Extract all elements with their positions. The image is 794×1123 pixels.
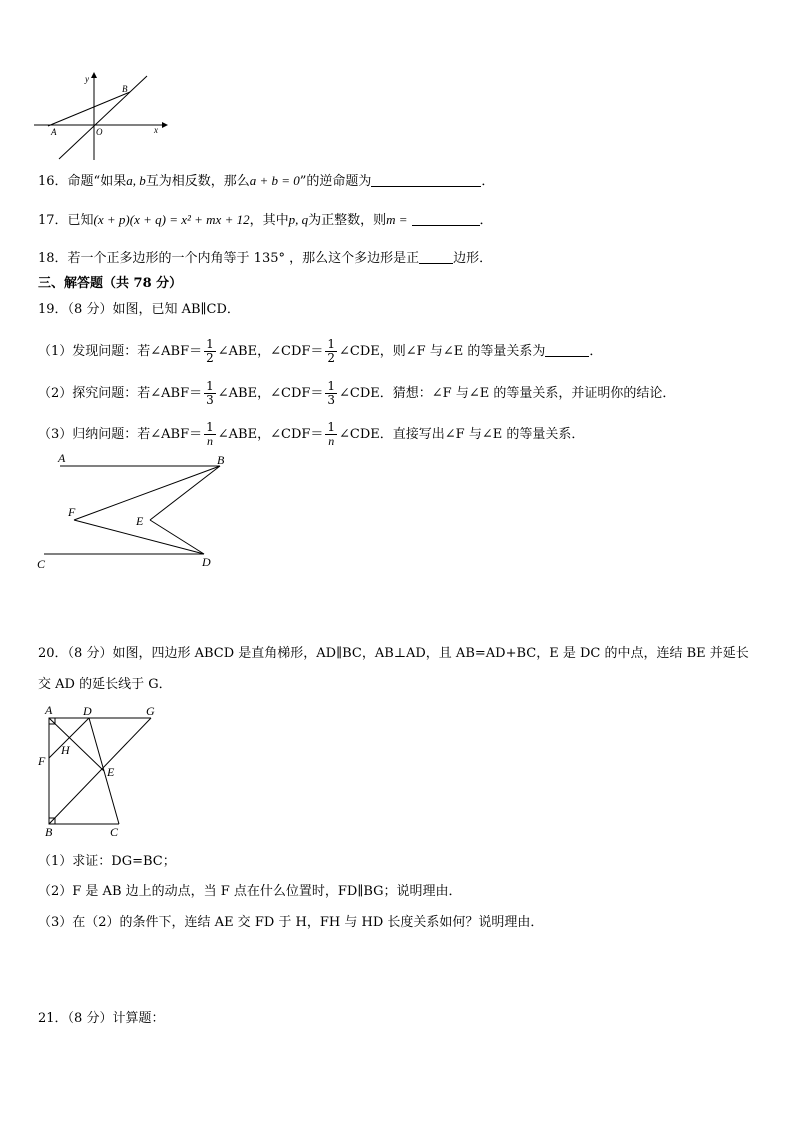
y-axis-label: y <box>85 74 89 84</box>
point-b-label: B <box>45 825 53 839</box>
point-d-label: D <box>202 555 211 569</box>
point-a-label: A <box>45 703 53 717</box>
section-heading: 三、解答题（共 78 分） <box>38 276 183 291</box>
parallel-lines-figure <box>34 450 234 575</box>
question-19-part2: （2）探究问题：若∠ABF＝ $\frac{1}{3}$ ∠ABE，∠CDF＝ $\frac{1}{3}$ ∠CDE．猜想：∠F 与∠E 的等量关系，并证明你的结论． <box>38 379 676 407</box>
x-axis-label: x <box>154 125 158 135</box>
fraction: $\frac{1}{n}$ <box>327 420 336 448</box>
fraction: $\frac{1}{3}$ <box>327 379 336 407</box>
point-f-label: F <box>38 754 46 768</box>
question-20-part3: （3）在（2）的条件下，连结 AE 交 FD 于 H，FH 与 HD 长度关系如何？说明理由． <box>38 915 544 930</box>
question-19-part3: （3）归纳问题：若∠ABF＝ $\frac{1}{n}$ ∠ABE，∠CDF＝ $\frac{1}{n}$ ∠CDE．直接写出∠F 与∠E 的等量关系． <box>38 420 585 448</box>
answer-blank[interactable] <box>545 344 589 357</box>
question-20-part1: （1）求证：DG=BC； <box>38 854 176 869</box>
question-17: 17．已知(x + p)(x + q) = x² + mx + 12，其中p, q为正整数，则m = ． <box>38 212 493 228</box>
fraction: $\frac{1}{3}$ <box>206 379 214 407</box>
point-a-label: A <box>51 127 57 137</box>
origin-label: O <box>96 127 103 137</box>
point-a-label: A <box>58 451 66 465</box>
question-20-part2: （2）F 是 AB 边上的动点，当 F 点在什么位置时，FD∥BG；说明理由． <box>38 884 462 899</box>
question-19-intro: 19．（8 分）如图，已知 AB∥CD． <box>38 302 240 317</box>
point-b-label: B <box>217 453 225 467</box>
fraction: $\frac{1}{2}$ <box>206 337 214 365</box>
question-20-intro: 20．（8 分）如图，四边形 ABCD 是直角梯形，AD∥BC，AB⊥AD，且 AB=AD+BC，E 是 DC 的中点，连结 BE 并延长 <box>38 646 749 661</box>
trapezoid-figure <box>34 700 164 840</box>
answer-blank[interactable] <box>419 251 453 264</box>
answer-blank[interactable] <box>371 174 481 187</box>
question-20-intro-cont: 交 AD 的延长线于 G． <box>38 677 172 692</box>
answer-blank[interactable] <box>412 213 480 226</box>
question-18: 18．若一个正多边形的一个内角等于 135° ，那么这个多边形是正 边形． <box>38 251 493 266</box>
fraction: $\frac{1}{2}$ <box>327 337 336 365</box>
axes-figure <box>34 70 169 162</box>
fraction: $\frac{1}{n}$ <box>206 420 214 448</box>
point-g-label: G <box>146 704 155 718</box>
point-c-label: C <box>37 557 46 571</box>
point-b-label: B <box>122 84 128 94</box>
point-h-label: H <box>61 743 70 757</box>
question-16: 16．命题“如果a, b互为相反数，那么a + b = 0”的逆命题为 ． <box>38 173 495 189</box>
point-d-label: D <box>83 704 92 718</box>
point-e-label: E <box>107 765 115 779</box>
point-f-label: F <box>68 505 76 519</box>
point-c-label: C <box>110 825 119 839</box>
question-19-part1: （1）发现问题：若∠ABF＝ $\frac{1}{2}$ ∠ABE，∠CDF＝ $\frac{1}{2}$ ∠CDE，则∠F 与∠E 的等量关系为 ． <box>38 337 603 365</box>
question-21: 21．（8 分）计算题： <box>38 1011 165 1026</box>
point-e-label: E <box>136 514 144 528</box>
